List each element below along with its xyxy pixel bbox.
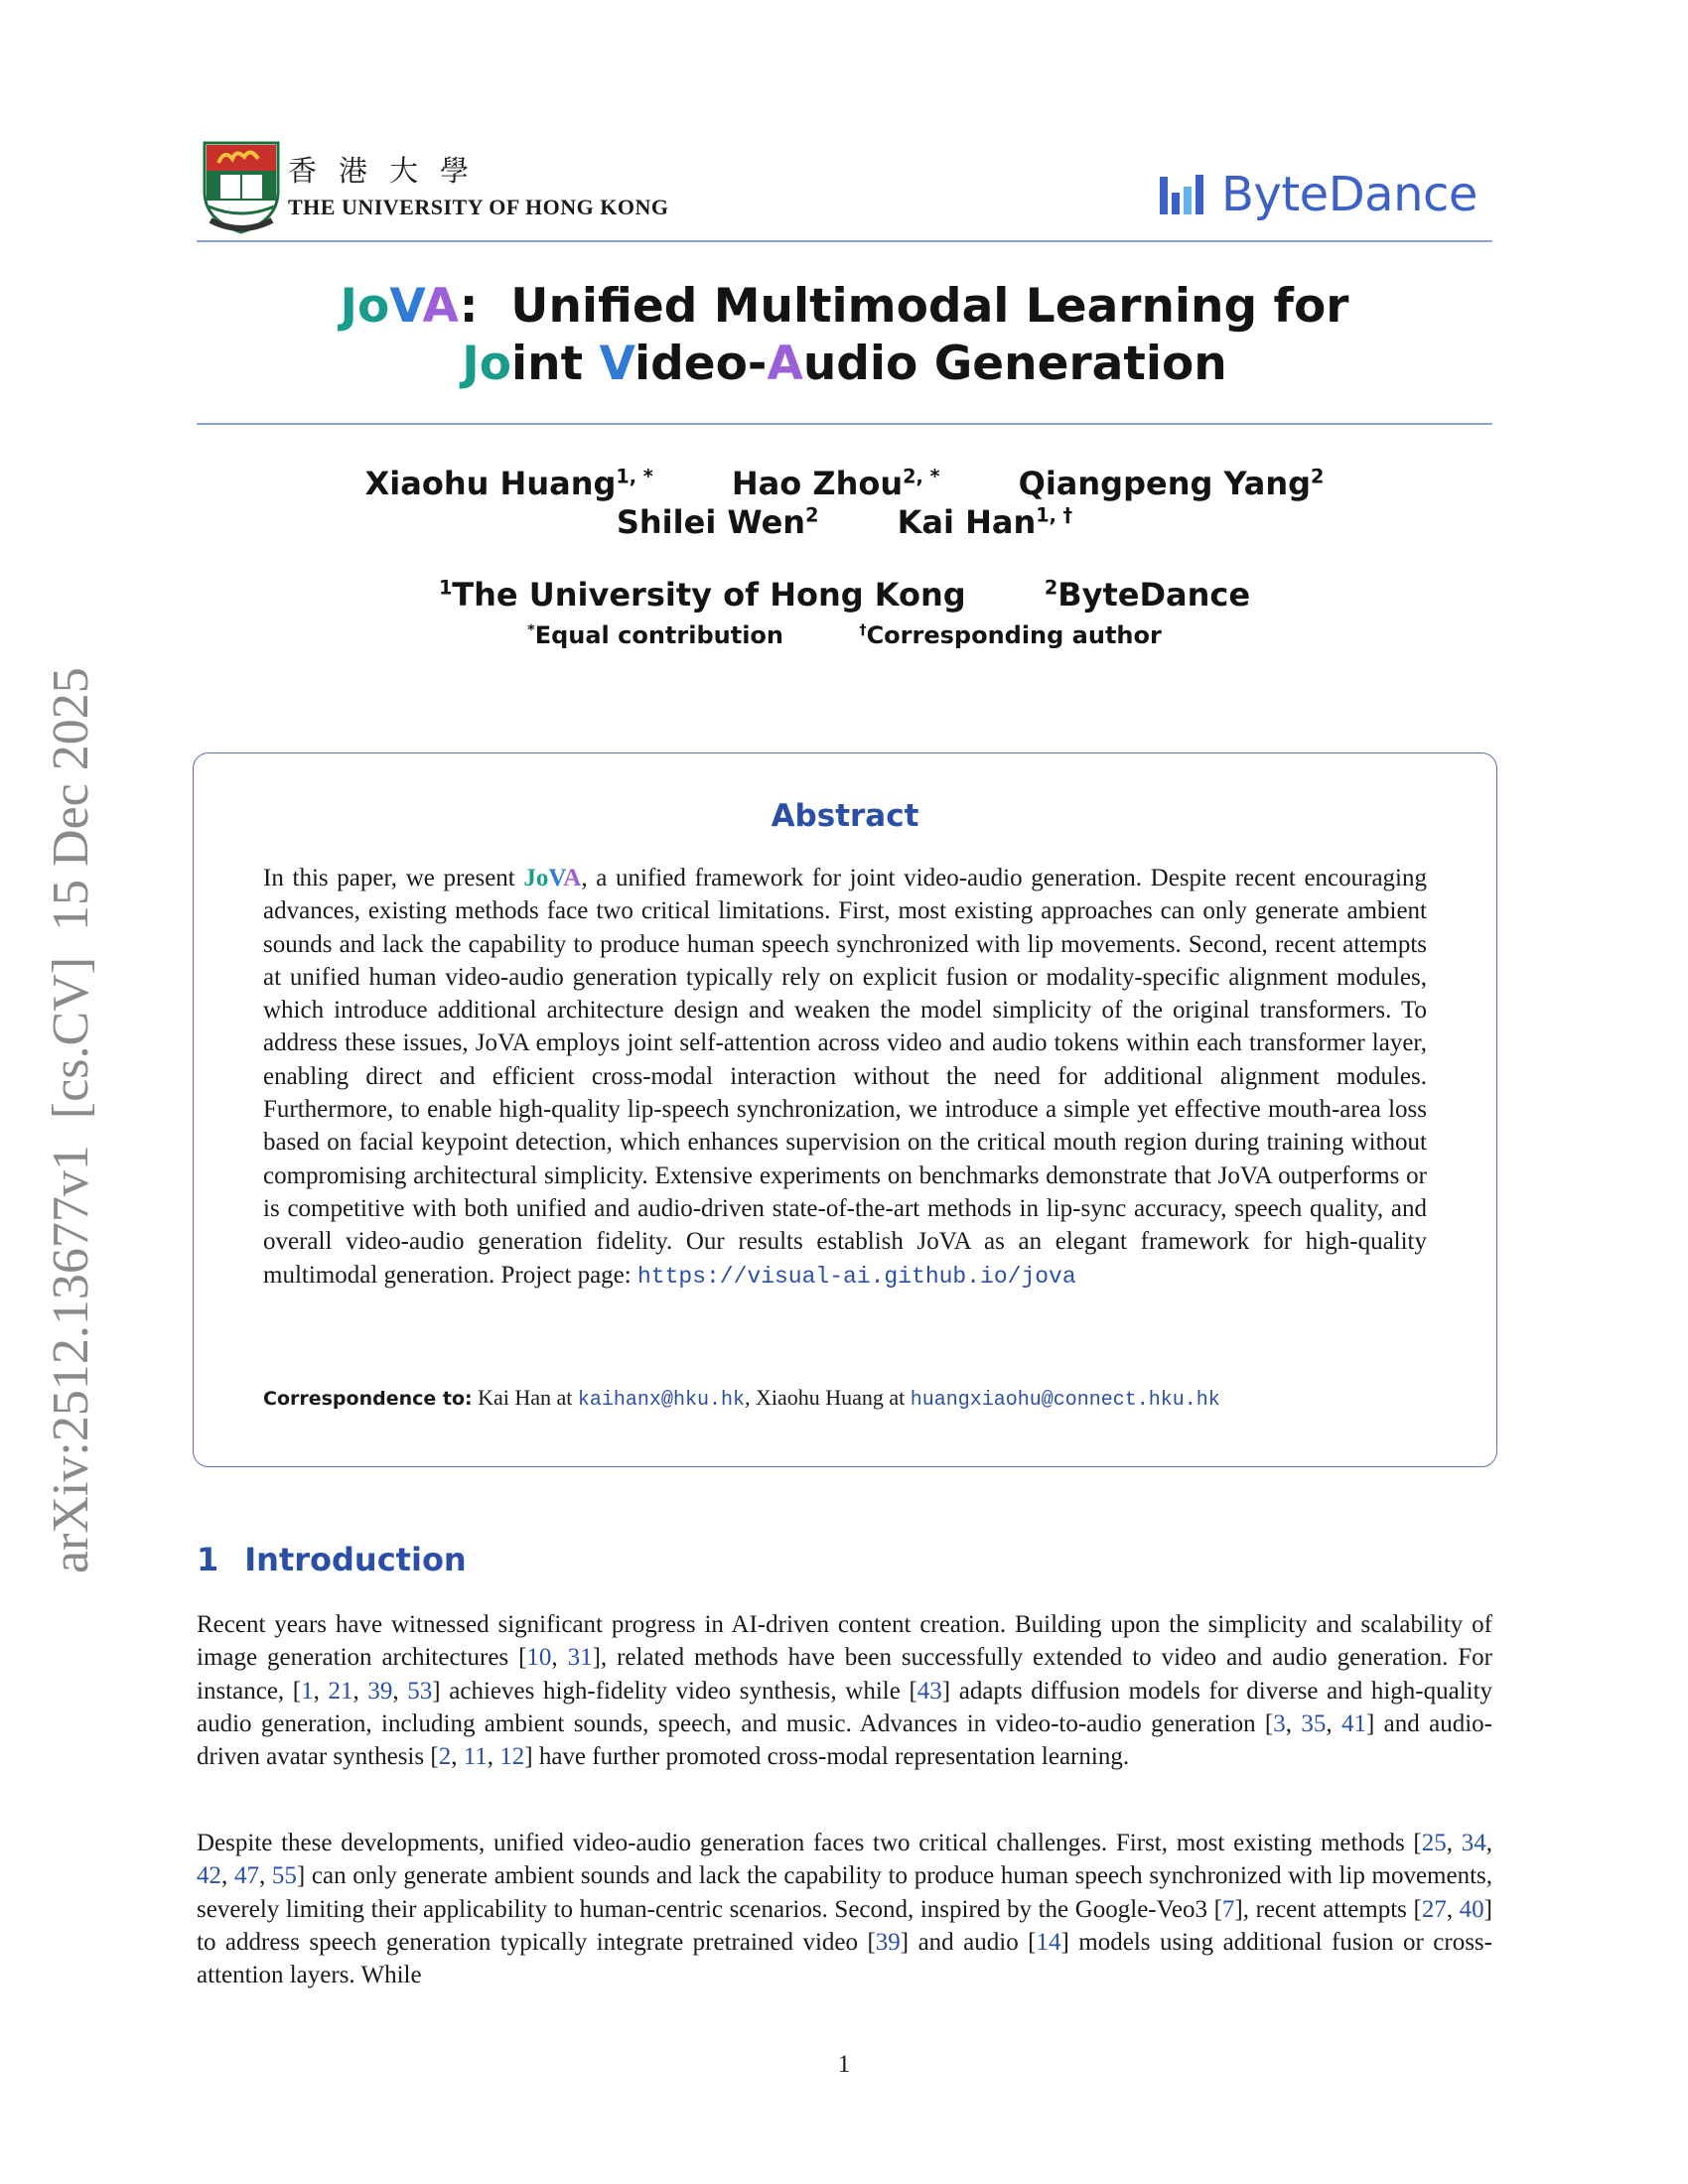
citation-link[interactable]: 11 [463,1743,488,1771]
citation-link[interactable]: 3 [1273,1709,1286,1737]
affiliation: $^2$ByteDance [1044,576,1251,614]
author-row-1 [197,465,1492,502]
citation-link[interactable]: 1 [301,1677,314,1705]
citation-link[interactable]: 41 [1340,1709,1366,1737]
paragraph-text: ] can only generate ambient sounds and lack the capability to produce human speech synchronized with lip movements, severely limiting their applicability to human-centric scenarios. Second, inspired by the Google-Veo3 [ [197,1862,1493,1923]
paragraph-text: ], related methods have been successfully extended to video and audio generation. For instance, [ [197,1644,1492,1705]
citation-link[interactable]: 7 [1221,1895,1235,1923]
citation-link[interactable]: 34 [1461,1830,1486,1856]
author-row-2 [197,503,1492,541]
correspondence [263,1383,1427,1416]
title-line-1 [197,278,1492,336]
paragraph-text: , [1285,1709,1302,1737]
hku-crest-logo [197,137,286,236]
paragraph-text: , [313,1677,329,1705]
author: Qiangpeng Yang$^2$ [1018,465,1325,502]
paragraph-text: , [1446,1830,1462,1856]
citation-link[interactable]: 12 [499,1743,525,1771]
paragraph-text: , [1326,1709,1341,1737]
title-line2-part: V [599,337,635,391]
title-line2-part: Jo [462,337,512,391]
citation-link[interactable]: 43 [916,1677,942,1705]
title-line1-text: : Unified Multimodal Learning for [459,279,1349,334]
citation-link[interactable]: 21 [328,1677,353,1705]
note: *Equal contribution [527,621,783,649]
jova-name: JoVA [523,865,582,891]
citation-link[interactable]: 39 [367,1677,393,1705]
citation-link[interactable]: 10 [526,1644,552,1672]
page-number: 1 [837,2051,851,2078]
citation-link[interactable]: 14 [1036,1928,1061,1956]
intro-paragraph-1 [197,1608,1492,1773]
abstract-heading: Abstract [771,798,919,834]
paragraph-text: , [1485,1830,1492,1856]
citation-link[interactable]: 55 [271,1862,297,1890]
affiliation: $^1$The University of Hong Kong [438,576,966,614]
university-chinese-name: 香港大學 [288,154,492,188]
title-acronym-jo: Jo [340,279,390,334]
citation-link[interactable]: 25 [1421,1830,1447,1856]
author-notes [197,621,1492,649]
affiliations [197,576,1492,614]
citation-link[interactable]: 40 [1459,1895,1484,1923]
title-line-2 [197,336,1492,393]
paragraph-text: ] and audio-driven avatar synthesis [ [197,1709,1492,1771]
header-rule [197,240,1492,242]
paragraph-text: , [451,1743,464,1771]
paragraph-text: ] have further promoted cross-modal representation learning. [524,1743,1130,1771]
correspondence-text: , Xiaohu Huang at [744,1385,911,1410]
paragraph-text: ] to address speech generation typically integrate pretrained video [ [197,1895,1492,1956]
section-title: Introduction [244,1541,467,1578]
title-line2-part: udio Generation [802,337,1227,391]
citation-link[interactable]: 53 [407,1677,433,1705]
email-link-1[interactable]: kaihanx@hku.hk [577,1389,745,1412]
bytedance-wordmark: ByteDance [1221,167,1477,222]
paragraph-text: , [551,1644,568,1672]
paragraph-text: ] and audio [ [900,1928,1037,1956]
paragraph-text: , [258,1862,272,1890]
project-page-link[interactable]: https://visual-ai.github.io/jova [636,1263,1076,1290]
paragraph-text: ], recent attempts [ [1234,1895,1422,1923]
section-number: 1 [197,1541,219,1578]
correspondence-text: Kai Han at [478,1385,578,1410]
citation-link[interactable]: 42 [197,1862,221,1890]
title-line2-part: int [511,337,600,391]
paragraph-text: Despite these developments, unified video-audio generation faces two critical challenges. First, most existing methods [ [197,1830,1422,1856]
paragraph-text: ] models using additional fusion or cross-attention layers. While [197,1928,1492,1989]
paragraph-text: , [487,1743,500,1771]
citation-link[interactable]: 35 [1301,1709,1327,1737]
paragraph-text: , [221,1862,234,1890]
title-line2-part: ideo- [634,337,768,391]
paragraph-text: Recent years have witnessed significant progress in AI-driven content creation. Building upon the simplicity and scalability of image generation architectures [ [197,1611,1492,1672]
title-acronym-a: A [422,279,460,334]
author: Hao Zhou$^{2, *}$ [731,465,940,502]
email-link-2[interactable]: huangxiaohu@connect.hku.hk [910,1389,1220,1412]
paragraph-text: ] achieves high-fidelity video synthesis, while [ [432,1677,917,1705]
section-heading [197,1541,467,1578]
paragraph-text: , [352,1677,368,1705]
citation-link[interactable]: 47 [233,1862,259,1890]
paragraph-text: ] adapts diffusion models for diverse and high-quality audio generation, including ambient sounds, speech, and music. Advances in video-to-audio generation [ [197,1677,1493,1737]
note: †Corresponding author [859,621,1162,649]
abstract-intro: In this paper, we present [263,865,524,891]
citation-link[interactable]: 39 [875,1928,901,1956]
title-rule [197,423,1492,425]
arxiv-identifier-stamp: arXiv:2512.13677v1 [cs.CV] 15 Dec 2025 [43,667,99,1573]
title-line2-part: A [767,337,803,391]
author: Shilei Wen$^2$ [616,503,819,541]
bytedance-logo-icon [1160,173,1203,216]
author: Kai Han$^{1, \dagger}$ [897,503,1073,541]
author: Xiaohu Huang$^{1, *}$ [364,465,653,502]
correspondence-label: Correspondence to: [263,1388,473,1410]
university-english-name: THE UNIVERSITY OF HONG KONG [288,195,669,219]
paragraph-text: , [1446,1895,1460,1923]
abstract-text [263,862,1427,1294]
citation-link[interactable]: 27 [1421,1895,1447,1923]
paragraph-text: , [392,1677,408,1705]
abstract-body: , a unified framework for joint video-audio generation. Despite recent encouraging advances, existing methods face two critical limitations. First, most existing approaches can only generate ambient sounds and lack the capability to produce human speech synchronized with lip movements. Second, recent attempts at unified human video-audio generation typically rely on explicit fusion or modality-specific alignment modules, which introduce additional architecture design and weaken the model simplicity of the original transformers. To address these issues, JoVA employs joint self-attention across video and audio tokens within each transformer layer, enabling direct and efficient cross-modal interaction without the need for additional alignment modules. Furthermore, to enable high-quality lip-speech synchronization, we introduce a simple yet effective mouth-area loss based on facial keypoint detection, which enhances supervision on the critical mouth region during training without compromising architectural simplicity. Extensive experiments on benchmarks demonstrate that JoVA outperforms or is competitive with both unified and audio-driven state-of-the-art methods in lip-sync accuracy, speech quality, and overall video-audio generation fidelity. Our results establish JoVA as an elegant framework for high-quality multimodal generation. Project page: [263,865,1428,1289]
citation-link[interactable]: 31 [567,1644,593,1672]
paper-title [197,278,1492,393]
citation-link[interactable]: 2 [438,1743,452,1771]
intro-paragraph-2 [197,1827,1492,1991]
title-acronym-v: V [389,279,423,334]
